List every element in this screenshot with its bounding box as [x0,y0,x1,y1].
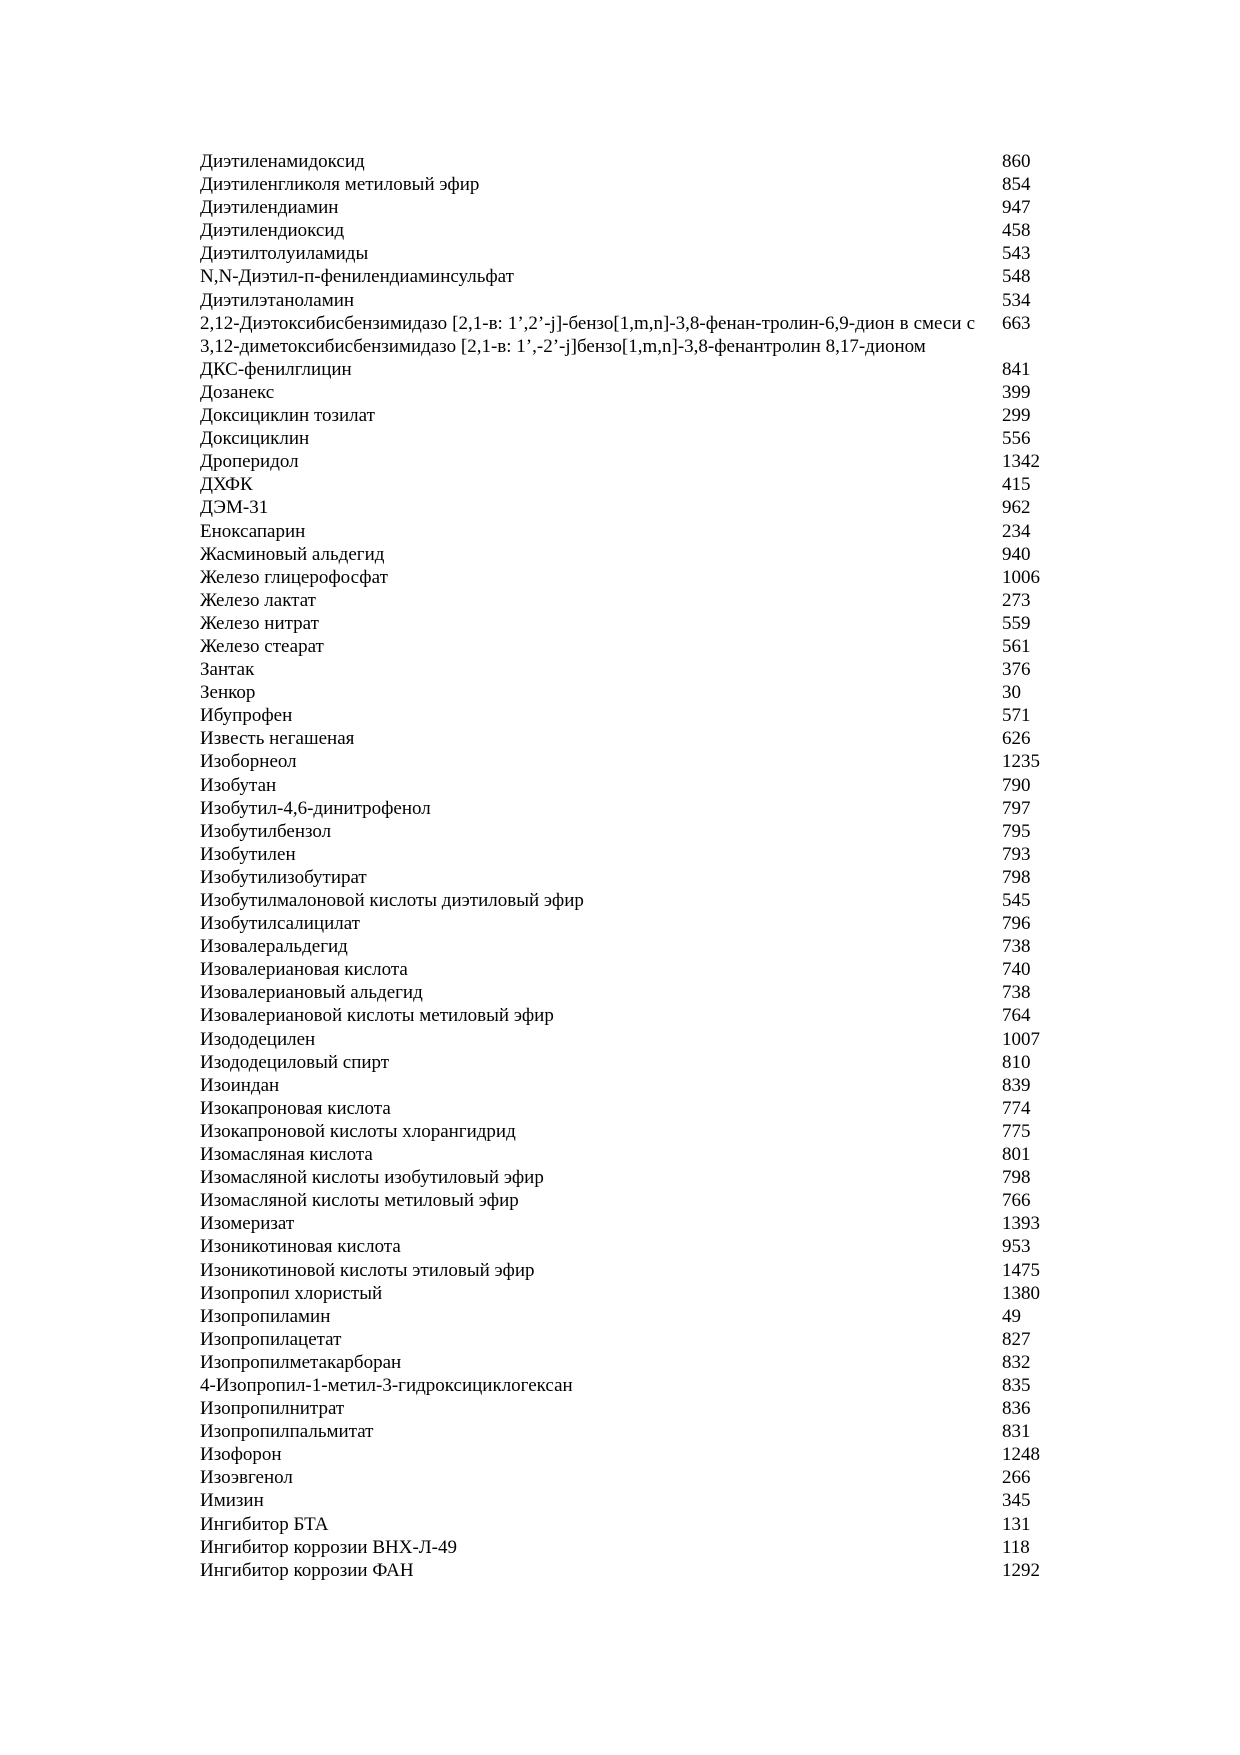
substance-name: Изопропилметакарборан [200,1351,402,1373]
index-entry-row [200,219,1060,242]
page-number: 1292 [1002,1559,1040,1581]
substance-name: Диэтиленгликоля метиловый эфир [200,174,480,196]
substance-name: Железо стеарат [200,635,324,657]
page-number: 835 [1002,1374,1031,1396]
page-number: 793 [1002,843,1031,865]
substance-name: Доксициклин тозилат [200,405,375,427]
index-entry-row [200,589,1060,612]
substance-name: Известь негашеная [200,728,355,750]
page-number: 839 [1002,1074,1031,1096]
substance-name: Изобутан [200,774,277,796]
page-number: 234 [1002,520,1031,542]
page-number: 266 [1002,1467,1031,1489]
index-entry-row [200,797,1060,820]
page-number: 940 [1002,543,1031,565]
page-number: 663 [1002,312,1031,334]
page-number: 766 [1002,1190,1031,1212]
page-number: 1006 [1002,566,1040,588]
index-entry-row [200,912,1060,935]
page-number: 764 [1002,1005,1031,1027]
index-entry-row [200,196,1060,219]
substance-name: Зенкор [200,682,256,704]
substance-index-table [200,150,1060,1582]
substance-name: Изовалеральдегид [200,936,348,958]
substance-name: Диэтилендиоксид [200,220,345,242]
index-entry-row [200,1143,1060,1166]
index-entry-row [200,427,1060,450]
substance-name: Имизин [200,1490,264,1512]
page-number: 810 [1002,1051,1031,1073]
substance-name: Изопропилпальмитат [200,1421,374,1443]
substance-name: Железо глицерофосфат [200,566,388,588]
page-number: 827 [1002,1328,1031,1350]
substance-name: Изомеризат [200,1213,295,1235]
index-entry-row [200,150,1060,173]
index-entry-row [200,450,1060,473]
index-entry-row [200,1351,1060,1374]
page-number: 790 [1002,774,1031,796]
index-entry-row [200,1074,1060,1097]
page-number: 345 [1002,1490,1031,1512]
substance-name: Жасминовый альдегид [200,543,385,565]
substance-name: Еноксапарин [200,520,306,542]
index-entry-row [200,866,1060,889]
index-entry-row [200,543,1060,566]
page-number: 376 [1002,659,1031,681]
index-entry-row [200,1397,1060,1420]
index-entry-row [200,1489,1060,1512]
index-entry-row [200,658,1060,681]
substance-name: Дозанекс [200,381,275,403]
index-entry-row [200,358,1060,381]
substance-name: Изовалериановой кислоты метиловый эфир [200,1005,554,1027]
index-body [200,150,1060,1582]
index-entry-row [200,635,1060,658]
substance-name: Изовалериановая кислота [200,959,408,981]
index-entry-row [200,381,1060,404]
substance-name: Изобутил-4,6-динитрофенол [200,797,431,819]
page-number: 841 [1002,358,1031,380]
page-number: 796 [1002,913,1031,935]
index-entry-row [200,1051,1060,1074]
index-entry-row [200,1374,1060,1397]
substance-name: Изоникотиновая кислота [200,1236,401,1258]
index-entry-row [200,312,1060,358]
substance-name: Изододецилен [200,1028,316,1050]
page-number: 273 [1002,589,1031,611]
index-entry-row [200,889,1060,912]
substance-name: Диэтилэтаноламин [200,289,355,311]
substance-name: Изокапроновая кислота [200,1097,391,1119]
index-entry-row [200,1536,1060,1559]
page-number: 740 [1002,959,1031,981]
index-entry-row [200,843,1060,866]
substance-name: Изоиндан [200,1074,280,1096]
index-entry-row [200,704,1060,727]
page-number: 545 [1002,890,1031,911]
page-number: 534 [1002,289,1031,311]
page-number: 561 [1002,635,1031,657]
index-entry-row [200,958,1060,981]
substance-name: Изобутилизобутират [200,866,367,888]
index-entry-row [200,774,1060,797]
substance-name: Изоэвгенол [200,1467,293,1489]
page-number: 1007 [1002,1028,1040,1050]
index-entry-row [200,1212,1060,1235]
substance-name: Ингибитор коррозии ВНХ-Л-49 [200,1536,458,1558]
substance-name: Изоникотиновой кислоты этиловый эфир [200,1259,535,1281]
substance-name: Железо лактат [200,589,316,611]
substance-name: Ибупрофен [200,705,293,727]
substance-name: Изододециловый спирт [200,1051,390,1073]
index-entry-row [200,1559,1060,1582]
index-entry-row [200,1513,1060,1536]
page-number: 415 [1002,474,1031,496]
page-number: 738 [1002,982,1031,1004]
page-number: 860 [1002,151,1031,172]
page-number: 775 [1002,1120,1031,1142]
substance-name: Изофорон [200,1444,282,1466]
index-entry-row [200,681,1060,704]
page-number: 1248 [1002,1444,1040,1466]
index-entry-row [200,612,1060,635]
page-number: 798 [1002,866,1031,888]
index-entry-row [200,1120,1060,1143]
substance-name: Изопропилацетат [200,1328,342,1350]
substance-name: Зантак [200,659,255,681]
index-entry-row [200,981,1060,1004]
substance-name: Изомасляной кислоты изобутиловый эфир [200,1167,544,1189]
page-number: 836 [1002,1398,1031,1420]
index-entry-row [200,1443,1060,1466]
page-number: 559 [1002,612,1031,634]
index-entry-row [200,404,1060,427]
substance-name: Изопропиламин [200,1305,331,1327]
page-number: 947 [1002,197,1031,219]
substance-name: Диэтилендиамин [200,197,339,219]
page-number: 458 [1002,220,1031,242]
page-number: 795 [1002,820,1031,842]
page-number: 131 [1002,1513,1031,1535]
index-entry-row [200,520,1060,543]
page-number: 299 [1002,405,1031,427]
substance-name: Изобутилен [200,843,296,865]
index-entry-row [200,1004,1060,1027]
page-number: 556 [1002,428,1031,450]
page-number: 738 [1002,936,1031,958]
substance-name: Изопропил хлористый [200,1282,383,1304]
page-number: 399 [1002,381,1031,403]
substance-name: Изомасляная кислота [200,1144,373,1166]
page-number: 30 [1002,682,1021,704]
page-number: 1342 [1002,451,1040,473]
page-number: 1475 [1002,1259,1040,1281]
page-number: 548 [1002,266,1031,288]
index-entry-row [200,935,1060,958]
substance-name: 2,12-Диэтоксибисбензимидазо [2,1-в: 1’,2’-j]-бензо[1,m,n]-3,8-фенан-тролин-6,9-дион в смеси с 3,12-диметоксибисбензимидазо [2,1-в: 1’,-2’-j]бензо[1,m,n]-3,8-фенантролин 8,17-дионом [200,312,975,357]
substance-name: Изобутилбензол [200,820,332,842]
index-entry-row [200,566,1060,589]
index-entry-row [200,1420,1060,1443]
substance-name: Диэтилтолуиламиды [200,243,369,265]
substance-name: Железо нитрат [200,612,319,634]
substance-name: Диэтиленамидоксид [200,151,365,172]
index-entry-row [200,820,1060,843]
document-page [200,150,1060,1582]
index-entry-row [200,1166,1060,1189]
substance-name: Дроперидол [200,451,299,473]
page-number: 1235 [1002,751,1040,773]
substance-name: Доксициклин [200,428,310,450]
page-number: 798 [1002,1167,1031,1189]
substance-name: ДХФК [200,474,253,496]
index-entry-row [200,1259,1060,1282]
substance-name: Ингибитор коррозии ФАН [200,1559,414,1581]
page-number: 797 [1002,797,1031,819]
substance-name: 4-Изопропил-1-метил-3-гидроксициклогексан [200,1374,573,1396]
substance-name: Изопропилнитрат [200,1398,345,1420]
page-number: 953 [1002,1236,1031,1258]
substance-name: Изомасляной кислоты метиловый эфир [200,1190,519,1212]
index-entry-row [200,173,1060,196]
index-entry-row [200,1328,1060,1351]
index-entry-row [200,1097,1060,1120]
index-entry-row [200,1282,1060,1305]
page-number: 543 [1002,243,1031,265]
index-entry-row [200,473,1060,496]
index-entry-row [200,1028,1060,1051]
index-entry-row [200,1305,1060,1328]
substance-name: Изокапроновой кислоты хлорангидрид [200,1120,516,1142]
page-number: 118 [1002,1536,1030,1558]
index-entry-row [200,242,1060,265]
page-number: 1393 [1002,1213,1040,1235]
page-number: 831 [1002,1421,1031,1443]
page-number: 626 [1002,728,1031,750]
page-number: 49 [1002,1305,1021,1327]
page-number: 571 [1002,705,1031,727]
index-entry-row [200,289,1060,312]
substance-name: Ингибитор БТА [200,1513,329,1535]
substance-name: ДКС-фенилглицин [200,358,352,380]
substance-name: ДЭМ-31 [200,497,269,519]
substance-name: Изовалериановый альдегид [200,982,423,1004]
index-entry-row [200,1235,1060,1258]
index-entry-row [200,496,1060,519]
page-number: 1380 [1002,1282,1040,1304]
page-number: 774 [1002,1097,1031,1119]
substance-name: N,N-Диэтил-п-фенилендиаминсульфат [200,266,514,288]
index-entry-row [200,1466,1060,1489]
page-number: 801 [1002,1144,1031,1166]
substance-name: Изобутилсалицилат [200,913,360,935]
substance-name: Изобутилмалоновой кислоты диэтиловый эфир [200,890,584,911]
index-entry-row [200,727,1060,750]
index-entry-row [200,750,1060,773]
page-number: 854 [1002,174,1031,196]
index-entry-row [200,265,1060,288]
substance-name: Изоборнеол [200,751,297,773]
index-entry-row [200,1189,1060,1212]
page-number: 962 [1002,497,1031,519]
page-number: 832 [1002,1351,1031,1373]
